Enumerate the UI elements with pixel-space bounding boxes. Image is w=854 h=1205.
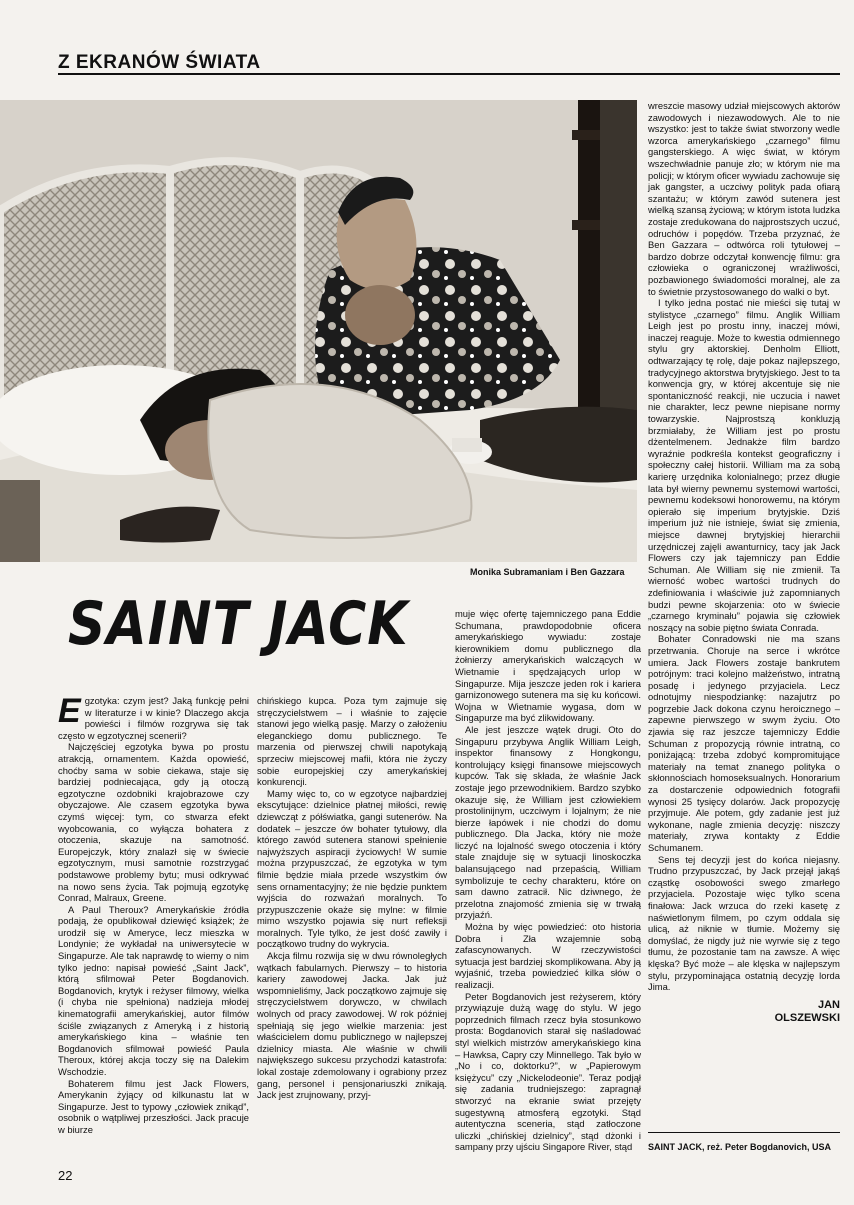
- paragraph: Akcja filmu rozwija się w dwu równoległych wątkach fabularnych. Pierwszy – to historia kariery zawodowej Jacka. Jak już wspomnieliśmy, Jack początkowo zajmuje się stręczycielstwem dorywczo, w chwilach wolnych od pracy zawodowej. W rok później spełniają się jego wielkie marzenia: jest właścicielem domu publicznego w najlepszej dzielnicy miasta. Ale właśnie w chwili największego sukcesu przychodzi katastrofa: lokal zostaje zdemolowany i ograbiony przez gang, personel i pensjonariuszki znikają. Jack jest zrujnowany, przyj-: [257, 950, 447, 1101]
- paragraph: chińskiego kupca. Poza tym zajmuje się stręczycielstwem – i właśnie to zajęcie stanowi jego wielką pasję. Marzy o założeniu eleganckiego domu publicznego. Te marzenia od pierwszej chwili napotykają sprzeciw miejscowej mafii, która nie życzy sobie europejskiej czy amerykańskiej konkurencji.: [257, 695, 447, 788]
- section-header: Z EKRANÓW ŚWIATA: [58, 52, 261, 73]
- paragraph: A Paul Theroux? Amerykańskie źródła podają, że opublikował dziewięć książek; że urodził się w Ameryce, lecz mieszka w Londynie; że wykładał na uniwersytecie w Singapurze. Ale tak naprawdę to wiemy o nim tylko jedno: napisał powieść „Saint Jack”, którą sfilmował Peter Bogdanovich. Bogdanovich, krytyk i reżyser filmowy, wielka (i chyba nie spełniona) nadzieja młodej kinematografii amerykańskiej, autor filmów ściśle związanych z Ameryką i z historią amerykańskiego kina – właśnie ten Bogdanovich sfilmował powieść Paula Theroux, której akcja toczy się na Dalekim Wschodzie.: [58, 903, 249, 1077]
- paragraph: Mamy więc to, co w egzotyce najbardziej ekscytujące: dzielnice płatnej miłości, rewię dziewcząt z półświatka, gangi sutenerów. Na dodatek – jeszcze ów bohater tytułowy, dla którego zawód sutenera stanowi spełnienie najwyższych aspiracji życiowych! W sumie można przypuszczać, że egzotyka w tym filmie będzie miała przede wszystkim ów sens ornamentacyjny; że nie będzie punktem wyjścia do rozważań moralnych. To przypuszczenie okaże się mylne: w filmie mimo wszystko pojawia się nurt refleksji moralnych. Tyle tylko, że jest dość zawiły i początkowo trudny do wykrycia.: [257, 787, 447, 950]
- article-title: SAINT JACK: [68, 590, 409, 659]
- article-column-2: [257, 695, 447, 1101]
- film-still-photo: [0, 100, 637, 562]
- article-column-3: [455, 608, 641, 1153]
- paragraph: muje więc ofertę tajemniczego pana Eddie Schumana, prawdopodobnie oficera amerykańskiego wywiadu: zostaje kierownikiem domu publicznego dla żołnierzy amerykańskich walczących w Wietnamie i spędzających urlop w Singapurze. Mija jeszcze jeden rok i kariera garnizonowego sutenera ma się ku końcowi. Wojna w Wietnamie wygasa, dom w Singapurze ma być zlikwidowany.: [455, 608, 641, 724]
- author-last-name: OLSZEWSKI: [774, 1011, 840, 1024]
- paragraph: Bohaterem filmu jest Jack Flowers, Amerykanin żyjący od kilkunastu lat w Singapurze. Jest to typowy „człowiek znikąd”, osobnik o wątpliwej przeszłości. Jack pracuje w biurze: [58, 1077, 249, 1135]
- paragraph: Ale jest jeszcze wątek drugi. Oto do Singapuru przybywa Anglik William Leigh, inspektor finansowy z Hongkongu, kontrolujący księgi finansowe miejscowych kupców. Tak się składa, że właśnie Jack zostaje jego przewodnikiem. Bardzo szybko okazuje się, że William jest człowiekiem prostolinijnym, uczciwym i lojalnym; że nie bierze łapówek i nie chodzi do domu publicznego. Dla Jacka, który nie może liczyć na lojalność swego otoczenia i który stale znajduje się w sytuacji linoskoczka balansującego nad przepaścią, William symbolizuje te cechy charakteru, które on sam dawno zatracił. Nic dziwnego, że przelotna znajomość zmienia się w trwałą przyjaźń.: [455, 723, 641, 921]
- article-column-4: [648, 100, 840, 1025]
- paragraph: Można by więc powiedzieć: oto historia Dobra i Zła wzajemnie sobą zafascynowanych. W rzeczywistości sytuacja jest bardziej skomplikowana. Aby ją wyjaśnić, trzeba powiedzieć kilka słów o realizacji.: [455, 921, 641, 990]
- photo-caption: Monika Subramaniam i Ben Gazzara: [470, 567, 625, 577]
- paragraph: Sens tej decyzji jest do końca niejasny. Trudno przypuszczać, by Jack przejął jakąś cząstkę osobowości swego zmarłego przyjaciela. Pozostaje więc tylko scena finałowa: Jack wrzuca do rzeki kasetę z naświetlonym filmem, po czym oddala się ulicą, aż niknie w tłumie. Możemy się domyślać, że nigdy już nie wyrwie się z tego tłumu, że pozostanie tam na zawsze. A więc klęska? Być może – ale klęska w najlepszym stylu, przypominająca ostatnią decyzję lorda Jima.: [648, 853, 840, 993]
- drop-cap: E: [58, 692, 81, 730]
- paragraph: Bohater Conradowski nie ma szans przetrwania. Choruje na serce i wkrótce umiera. Jack Flowers zostaje bankrutem potrójnym: traci kolejno małżeństwo, intratną posadę i jedynego przyjaciela. Lecz odnotujmy niespodziankę: nazajutrz po pogrzebie Jack dokona czynu heroicznego – zapewne pierwszego w swym życiu. Oto zjawia się raz jeszcze tajemniczy Eddie Schuman z propozycją równie intratną, co poniżającą: trzeba zdobyć kompromitujące materiały na temat znanego polityka o skłonnościach homoseksualnych. Honorarium za dostarczenie odpowiednich fotografii wynosi 25 tysięcy dolarów. Jack propozycję przyjmuje. Ale potem, gdy zadanie jest już wykonane, nagle zmienia decyzję: niszczy materiały, zrywa kontakty z Eddie Schumanem.: [648, 633, 840, 853]
- page-number: 22: [58, 1168, 73, 1183]
- article-column-1: [58, 692, 249, 1136]
- paragraph: wreszcie masowy udział miejscowych aktorów zawodowych i niezawodowych. Ale to nie wszystko: jest to także świat stworzony wedle wzorca amerykańskiego „czarnego” filmu gangsterskiego. A więc świat, w którym wszechwładnie panuje zło; w którym nie ma policji; w którym oficer wywiadu zachowuje się jak gangster, a uczciwy polityk pada ofiarą szantażu; w którym zawód sutenera jest wielką szansą życiową; w którym istota ludzka zostaje zredukowana do najprostszych uczuć, odruchów i popędów. Trzeba przyznać, że Ben Gazzara – odtwórca roli tytułowej – bardzo dobrze odczytał konwencję filmu: gra człowieka o ograniczonej wrażliwości, pozbawionego świadomości moralnej, ale za to świetnie przystosowanego do walki o byt.: [648, 100, 840, 297]
- credits-rule: [648, 1132, 840, 1133]
- author-signature: [648, 999, 840, 1025]
- author-first-name: JAN: [817, 998, 840, 1011]
- paragraph: I tylko jedna postać nie mieści się tutaj w stylistyce „czarnego” filmu. Anglik William Leigh jest po prostu inny, inaczej mówi, inaczej reaguje. Może to kwestia odmiennego stylu gry aktorskiej. Denholm Elliott, odtwarzający tę rolę, daje pokaz najlepszego, tradycyjnego aktorstwa brytyjskiego. Jest to ta konwencja gry, w której akcentuje się nie spontaniczność reakcji, nie uczucia i nawet nie charakter, lecz pewne niepisane normy towarzyskie. Najprostszą konkluzją brzmiałaby, że William jest po prostu dżentelmenem. Jednakże film bardzo wyraźnie podkreśla kontekst geograficzny i społeczny całej historii. William ma za sobą karierę urzędnika kolonialnego; przez długie lata był wierny pewnemu systemowi wartości, pewnemu kodeksowi honorowemu, na którym opierało się imperium brytyjskie. Dziś imperium już nie istnieje, świat się zmienia, miejsce dawnej brytyjskiej hierarchii urzędniczej zajęli awanturnicy, tacy jak Jack Flowers czy jak tajemniczy pan Eddie Schuman. Ale William się nie zmienił. Ta wierność wobec wartości trudnych do zdefiniowania i właściwie już zapomnianych budzi pewne skojarzenia: oto w świecie „czarnego kryminału” pojawia się człowiek noszący na sobie piętno świata Conrada.: [648, 297, 840, 633]
- paragraph: Najczęściej egzotyka bywa po prostu atrakcją, ornamentem. Każda opowieść, choćby sama w sobie ciekawa, staje się bardziej podniecająca, gdy ją otoczą egzotyczne ozdobniki krajobrazowe czy obyczajowe. Ale czasem egzotyka bywa czymś więcej: tym, co stwarza efekt wyobcowania, co wyłącza bohatera z otoczenia, skazuje na samotność. Europejczyk, który znalazł się w świecie egzotycznym, musi samotnie rozstrzygać podstawowe problemy bytu; musi odkrywać na nowo sens życia. Tak pojmują egzotykę Conrad, Malraux, Greene.: [58, 741, 249, 904]
- paragraph: Egzotyka: czym jest? Jaką funkcję pełni w literaturze i w kinie? Dlaczego akcja powieści i filmów rozgrywa się tak często w egzotycznej scenerii?: [58, 692, 249, 741]
- header-rule: [58, 73, 840, 75]
- film-credits: SAINT JACK, reż. Peter Bogdanovich, USA: [648, 1142, 832, 1152]
- paragraph: Peter Bogdanovich jest reżyserem, który przywiązuje dużą wagę do stylu. W jego poprzednich filmach rzecz była stosunkowo prosta: Bogdanovich starał się naśladować styl wielkich mistrzów amerykańskiego kina – Hawksa, Capry czy Minnellego. Tak było w „No i co, doktorku?”, w „Papierowym księżycu” czy „Nickelodeonie”. Teraz podjął się zadania trudniejszego: zapragnął stworzyć na ekranie swiat przejęty sugestywną atmosferą egzotyki. Stąd autentyczna sceneria, stąd zatłoczone uliczki „chińskiej dzielnicy”, stąd dżonki i sampany przy ujściu Singapore River, stąd: [455, 990, 641, 1153]
